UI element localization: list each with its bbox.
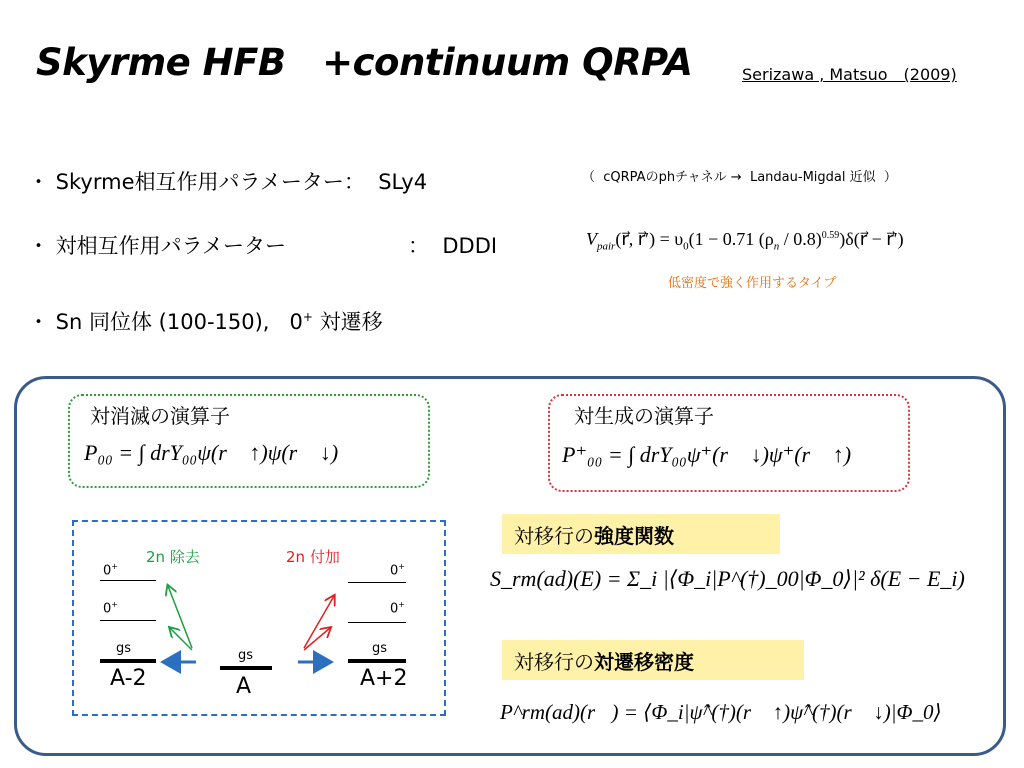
- level-label-right-1: 0+: [390, 562, 405, 579]
- addition-arrow-upper: [304, 596, 334, 648]
- annihilation-operator-formula: P₀₀ = ∫ drY₀₀ψ(r⃗ ↑)ψ(r⃗ ↓): [84, 440, 339, 465]
- strength-function-label: 対移行の強度関数: [502, 514, 780, 554]
- pair-interaction-note: 低密度で強く作用するタイプ: [668, 276, 837, 291]
- transition-density-label: 対移行の対遷移密度: [502, 640, 804, 680]
- nucleus-a-minus-2: A-2: [110, 666, 147, 691]
- gs-label-center: gs: [238, 648, 254, 663]
- gs-label-left: gs: [116, 641, 132, 656]
- bullet-sn-isotopes: ・ Sn 同位体 (100-150), 0+ 対遷移: [28, 310, 383, 334]
- bullet-skyrme-params: ・ Skyrme相互作用パラメーター： SLy4: [28, 170, 428, 194]
- nucleus-a: A: [236, 674, 252, 699]
- strength-function-formula: S_rm(ad)(E) = Σ_i |⟨Φ_i|P^(†)_00|Φ_0⟩|² δ(E − E_i): [490, 566, 965, 591]
- pair-interaction-formula: $V_{pair}(r⃗$, r⃗′) = $\upsilon_0(1 - 0.71$ ($\rho_n$ / 0.8)$^{0.59}$)δ(r⃗ − r⃗′): [586, 229, 904, 253]
- removal-label: 2n 除去: [146, 548, 200, 566]
- transition-density-formula: P^rm(ad)(r⃗) = ⟨Φ_i|ψ̂^(†)(r⃗ ↑)ψ̂^(†)(r⃗ ↓)|Φ_0⟩: [500, 700, 942, 724]
- bullet-pair-value: ： DDDI: [408, 234, 498, 258]
- level-label-left-2: 0+: [103, 600, 118, 617]
- gs-label-right: gs: [372, 641, 388, 656]
- reference-citation: Serizawa , Matsuo (2009): [742, 65, 957, 84]
- addition-arrow-lower: [304, 628, 330, 650]
- level-label-right-2: 0+: [390, 600, 405, 617]
- bullet-pair-params: ・ 対相互作用パラメーター: [28, 234, 287, 258]
- page-title: Skyrme HFB +continuum QRPA: [36, 41, 693, 84]
- transition-arrows: [72, 520, 446, 716]
- creation-operator-formula: P⁺₀₀ = ∫ drY₀₀ψ⁺(r⃗ ↓)ψ⁺(r⃗ ↑): [562, 442, 852, 467]
- nucleus-a-plus-2: A+2: [360, 666, 408, 691]
- bullet-skyrme-note: （ cQRPAのphチャネル → Landau-Migdal 近似 ）: [582, 170, 897, 185]
- annihilation-operator-label: 対消滅の演算子: [90, 404, 230, 428]
- addition-label: 2n 付加: [286, 548, 340, 566]
- creation-operator-label: 対生成の演算子: [574, 404, 714, 428]
- level-label-left-1: 0+: [103, 562, 118, 579]
